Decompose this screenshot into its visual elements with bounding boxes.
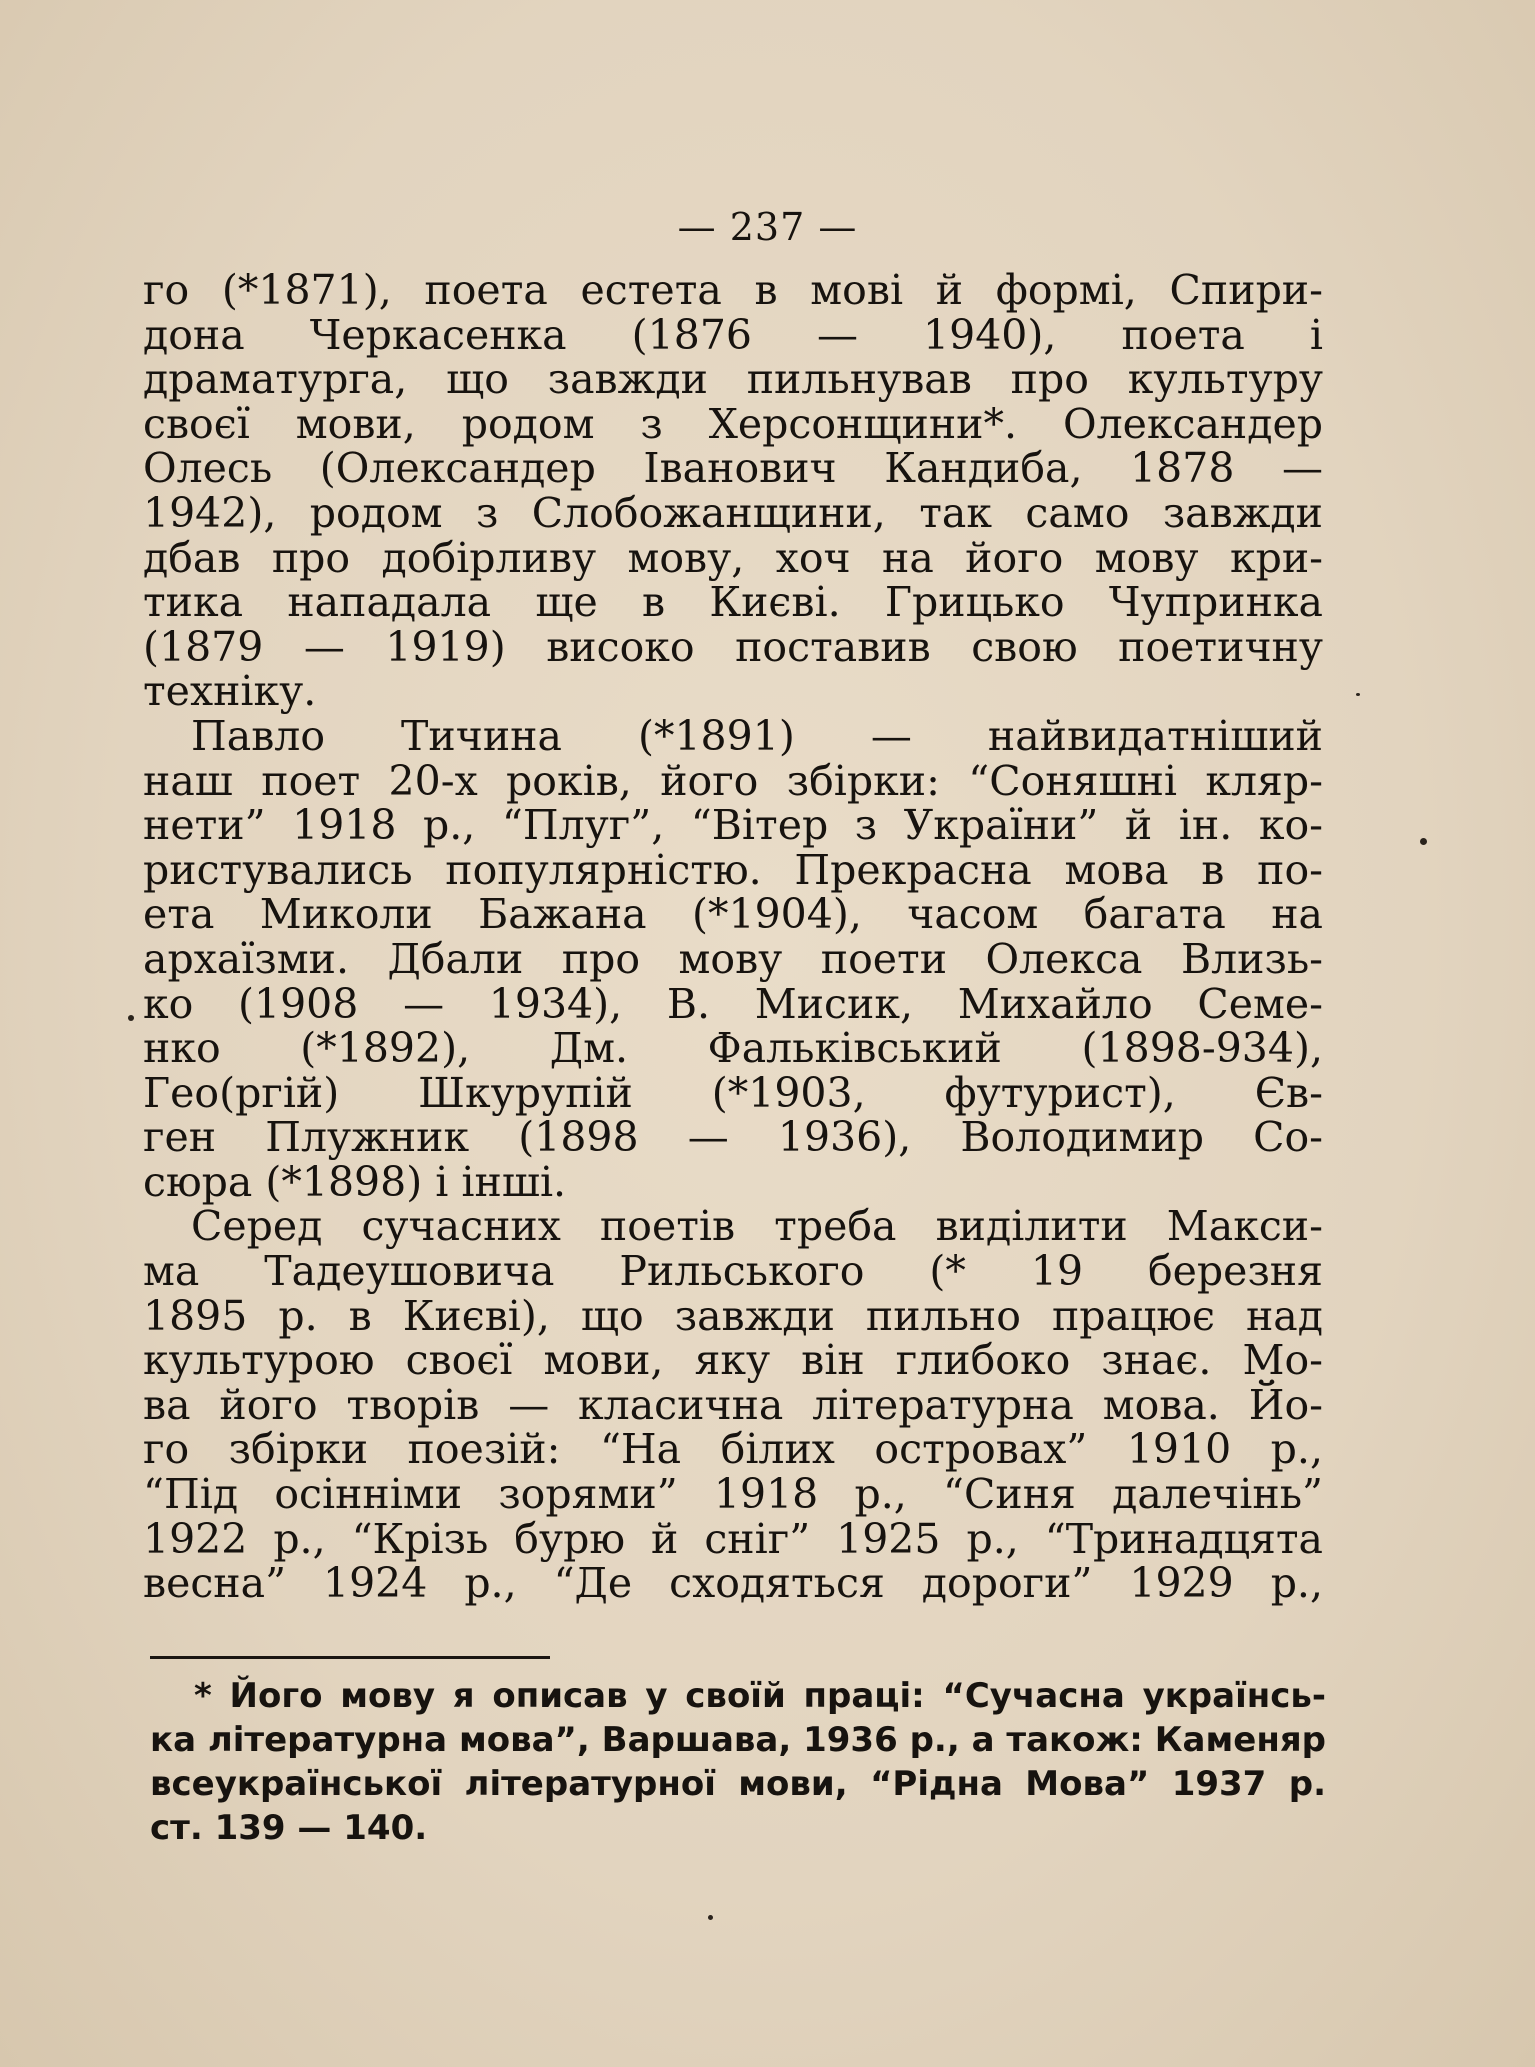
text-line: ма Тадеушовича Рильського (* 19 березня [143, 1247, 1323, 1296]
text-line: тика нападала ще в Києві. Грицько Чупринка [143, 578, 1323, 627]
text-line: го (*1871), поета естета в мові й формі, Спири- [143, 266, 1323, 314]
text-line: своєї мови, родом з Херсонщини*. Олександер [143, 399, 1323, 448]
text-line: нети” 1918 р., “Плуг”, “Вітер з України” й ін. ко- [143, 801, 1323, 850]
text-line: архаїзми. Дбали про мову поети Олекса Влизь- [143, 934, 1323, 983]
text-line: Павло Тичина (*1891) — найвидатніший [191, 711, 1323, 760]
footnote-line: всеукраїнської літературної мови, “Рідна Мова” 1937 р. [150, 1764, 1326, 1804]
print-speck [128, 1015, 134, 1021]
text-line: 1942), родом з Слобожанщини, так само завжди [143, 488, 1323, 537]
print-speck [1356, 693, 1360, 696]
text-line: сюра (*1898) і інші. [143, 1157, 567, 1206]
footnote-line: ка літературна мова”, Варшава, 1936 р., а також: Каменяр [150, 1720, 1326, 1760]
text-line: 1895 р. в Києві), що завжди пильно працює над [143, 1291, 1323, 1340]
text-line: нко (*1892), Дм. Фальківський (1898-934), [143, 1024, 1323, 1073]
body-text [143, 268, 1323, 1606]
text-line: дбав про добірливу мову, хоч на його мову кри- [143, 533, 1323, 582]
text-line: драматурга, що завжди пильнував про культуру [143, 355, 1323, 404]
text-line: 1922 р., “Крізь бурю й сніг” 1925 р., “Тринадцята [143, 1514, 1323, 1563]
text-line: Олесь (Олександер Іванович Кандиба, 1878 — [143, 444, 1323, 493]
print-speck [1420, 838, 1427, 845]
text-line: Серед сучасних поетів треба виділити Макси- [191, 1202, 1323, 1251]
footnote-line: ст. 139 — 140. [150, 1808, 428, 1848]
text-line: Гео(ргій) Шкурупій (*1903, футурист), Єв- [143, 1068, 1323, 1117]
footnote-divider [150, 1656, 550, 1659]
text-line: (1879 — 1919) високо поставив свою поетичну [143, 622, 1323, 671]
text-line: весна” 1924 р., “Де сходяться дороги” 1929 р., [143, 1559, 1323, 1608]
text-line: ко (1908 — 1934), В. Мисик, Михайло Семе- [143, 979, 1323, 1028]
footnote [150, 1674, 1326, 1850]
page-number: — 237 — [677, 205, 858, 249]
text-line: культурою своєї мови, яку він глибоко знає. Мо- [143, 1336, 1323, 1385]
text-line: го збірки поезій: “На білих островах” 1910 р., [143, 1425, 1323, 1474]
text-line: ген Плужник (1898 — 1936), Володимир Со- [143, 1113, 1323, 1162]
print-speck [708, 1915, 713, 1920]
text-line: ва його творів — класична літературна мова. Йо- [143, 1380, 1323, 1429]
text-line: “Під осінніми зорями” 1918 р., “Синя далечінь” [143, 1470, 1323, 1519]
footnote-line: * Його мову я описав у своїй праці: “Сучасна українсь- [194, 1676, 1326, 1716]
text-line: ристувались популярністю. Прекрасна мова в по- [143, 845, 1323, 894]
text-line: дона Черкасенка (1876 — 1940), поета і [143, 310, 1323, 359]
text-line: наш поет 20-х років, його збірки: “Соняшні кляр- [143, 756, 1323, 805]
text-line: техніку. [143, 667, 317, 716]
text-line: ета Миколи Бажана (*1904), часом багата на [143, 890, 1323, 939]
